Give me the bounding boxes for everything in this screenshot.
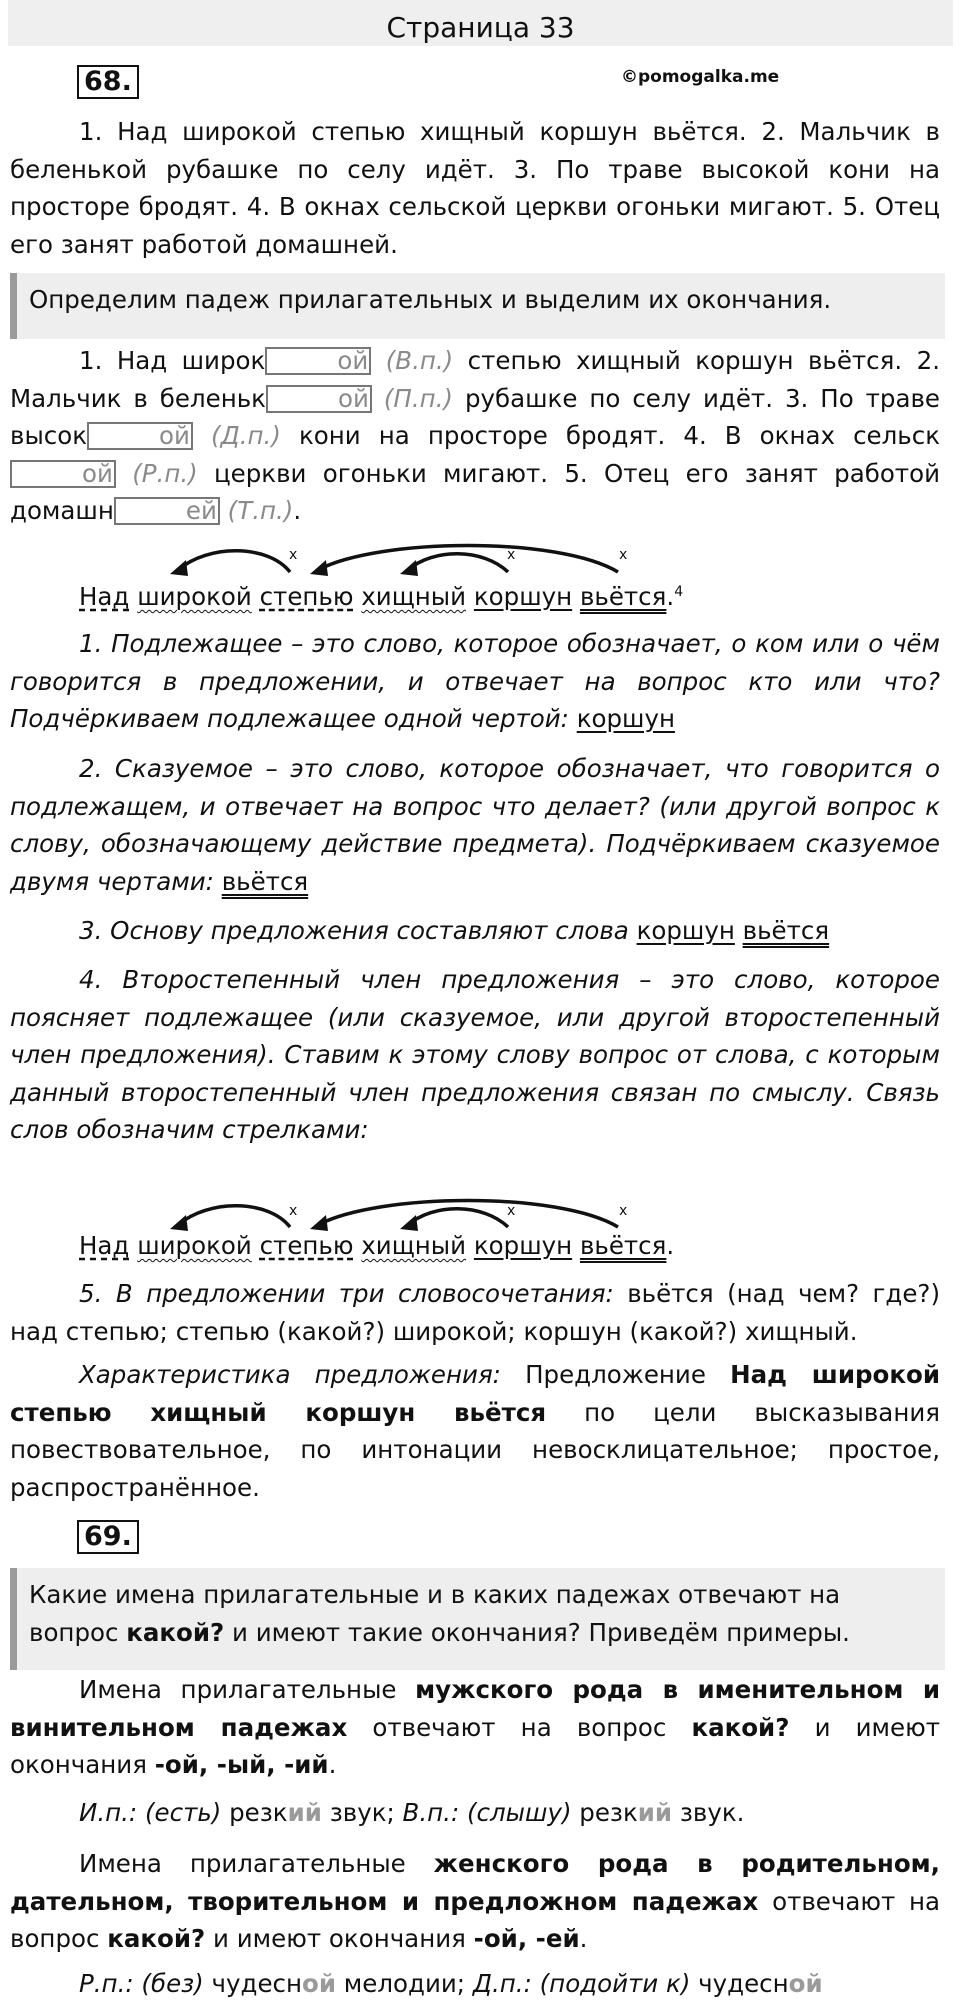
ending-box: ой xyxy=(266,385,372,413)
task-note-bold: какой? xyxy=(126,1617,225,1647)
answer-text: церкви огоньки мигают. 5. Отец его занят работой домашн xyxy=(10,458,940,525)
feminine-rule xyxy=(10,1845,940,1958)
rule-bold: какой? xyxy=(107,1924,206,1953)
task-note-text: и имеют такие окончания? Приведём примеры. xyxy=(224,1617,850,1647)
example-text: резк xyxy=(221,1798,288,1827)
subject-word: коршун xyxy=(473,582,573,611)
example-text: звук; xyxy=(321,1798,403,1827)
rule-text: отвечают на вопрос xyxy=(10,1886,940,1953)
exercise-68-text: 1. Над широкой степью хищный коршун вьётся. 2. Мальчик в беленькой рубашке по селу идёт. 3. По траве высокой кони на просторе бродят. 4. В окнах сельской церкви огоньки мигают. 5. Отец его занят работой домашней. xyxy=(10,117,940,259)
rule-bold: -ой, -ый, -ий xyxy=(154,1750,329,1779)
explanation-text: Предложение xyxy=(525,1360,731,1389)
task-note-68 xyxy=(10,273,945,339)
ending-highlight: ий xyxy=(287,1798,322,1827)
explanation-1 xyxy=(10,625,940,738)
case-label: (Р.п.) xyxy=(132,458,198,488)
sentence-characteristic xyxy=(10,1356,940,1506)
rule-text: . xyxy=(579,1924,588,1953)
task-note-69 xyxy=(10,1568,945,1670)
predicate-word: вьётся xyxy=(579,582,667,611)
rule-text: Имена прилагательные xyxy=(79,1675,416,1704)
parsed-word: широкой xyxy=(137,1231,252,1260)
ending-box: ой xyxy=(87,422,193,450)
parsed-word: степью xyxy=(259,582,354,611)
bold-sentence: Над широкой степью хищный коршун вьётся xyxy=(10,1360,940,1427)
case-prompt: Р.п.: (без) xyxy=(79,1969,204,1998)
example-text: чудесн xyxy=(203,1969,303,1998)
superscript: 4 xyxy=(674,583,684,600)
exercise-69-number: 69. xyxy=(77,1520,139,1554)
case-label: (Т.п.) xyxy=(227,496,294,525)
rule-text: и имеют окончания xyxy=(205,1924,474,1953)
case-prompt: В.п.: (слышу) xyxy=(402,1798,572,1827)
punct: . xyxy=(666,582,675,611)
explanation-text: вьётся (над чем? где?) над степью; степью (какой?) широкой; коршун (какой?) хищный. xyxy=(10,1279,940,1346)
case-label: (Д.п.) xyxy=(211,421,281,450)
explanation-lead: 5. В предложении три словосочетания: xyxy=(79,1279,628,1308)
explanation-lead: Характеристика предложения: xyxy=(79,1360,526,1389)
explanation-3 xyxy=(10,912,940,950)
explanation-text: по цели высказывания повествовательное, по интонации невосклицательное; простое, распространённое. xyxy=(10,1397,940,1502)
ending-highlight: ой xyxy=(788,1969,823,1998)
explanation-5 xyxy=(10,1275,940,1350)
task-note-text: Какие имена прилагательные и в каких падежах отвечают на вопрос xyxy=(29,1580,841,1647)
x-mark: x xyxy=(289,1203,298,1219)
rule-bold: женского рода в родительном, дательном, творительном и предложном падежах xyxy=(10,1849,940,1916)
parsed-word: степью xyxy=(259,1231,354,1260)
x-mark: x xyxy=(619,1203,628,1219)
case-label: (П.п.) xyxy=(383,383,453,413)
rule-bold: мужского рода в именительном и винительном падежах xyxy=(10,1675,940,1742)
parsed-word: широкой xyxy=(137,582,252,611)
rule-text: Имена прилагательные xyxy=(79,1849,434,1878)
case-prompt: И.п.: (есть) xyxy=(79,1798,222,1827)
x-mark: x xyxy=(619,547,628,563)
exercise-68-number: 68. xyxy=(77,65,139,99)
ending-box: ой xyxy=(265,347,371,375)
punct: . xyxy=(666,1231,675,1260)
explanation-text: 1. Подлежащее – это слово, которое обозначает, о ком или о чём говорится в предложении, и отвечает на вопрос кто или что? Подчёркиваем подлежащее одной чертой: xyxy=(10,629,940,733)
answer-text: кони на просторе бродят. 4. В окнах сельск xyxy=(280,421,940,450)
example-text: резк xyxy=(571,1798,638,1827)
subject-word: коршун xyxy=(636,916,735,945)
ending-highlight: ий xyxy=(637,1798,673,1827)
task-note-text: Определим падеж прилагательных и выделим их окончания. xyxy=(29,285,832,314)
case-label: (В.п.) xyxy=(385,346,454,375)
subject-word: коршун xyxy=(576,704,675,733)
case-prompt: Д.п.: (подойти к) xyxy=(472,1969,691,1998)
example-text: мелодии; xyxy=(336,1969,473,1998)
explanation-2 xyxy=(10,750,940,900)
example-text: чудесн xyxy=(690,1969,789,1998)
feminine-examples xyxy=(10,1965,940,2003)
rule-text: отвечают на вопрос xyxy=(347,1712,692,1742)
predicate-word: вьётся xyxy=(221,866,309,896)
parsed-sentence-2 xyxy=(79,1227,674,1265)
parsed-word: Над xyxy=(79,1231,130,1260)
ending-box: ой xyxy=(10,460,116,488)
ending-highlight: ой xyxy=(302,1969,337,1998)
x-mark: x xyxy=(507,547,516,563)
site-watermark: ©pomogalka.me xyxy=(621,67,780,87)
parsed-sentence-1 xyxy=(79,578,683,616)
subject-word: коршун xyxy=(473,1231,573,1260)
page-header xyxy=(8,0,953,46)
predicate-word: вьётся xyxy=(742,916,830,945)
ending-box: ей xyxy=(114,497,220,525)
explanation-text: 2. Сказуемое – это слово, которое обозначает, что говорится о подлежащем, и отвечает на вопрос что делает? (или другой вопрос к слову, обозначающему действие предмета). Подчёркиваем сказуемое двумя чертами: xyxy=(10,754,940,896)
parsed-word: Над xyxy=(79,582,130,611)
parsed-word: хищный xyxy=(361,1231,467,1260)
rule-bold: -ой, -ей xyxy=(473,1924,580,1953)
rule-text: и имеют окончания xyxy=(10,1712,940,1779)
masculine-examples xyxy=(10,1794,940,1832)
exercise-68-answer xyxy=(10,342,940,530)
x-mark: x xyxy=(289,547,298,563)
answer-text: 1. Над широк xyxy=(79,346,266,375)
explanation-4: 4. Второстепенный член предложения – это слово, которое поясняет подлежащее (или сказуемое, или другой второстепенный член предложения). Ставим к этому слову вопрос от слова, с которым данный второстепенный член предложения связан по смыслу. Связь слов обозначим стрелками: xyxy=(10,965,940,1144)
answer-text: рубашке по селу идёт. 3. По траве высок xyxy=(10,383,940,450)
explanation-text: 3. Основу предложения составляют слова xyxy=(79,916,637,945)
masculine-rule xyxy=(10,1671,940,1784)
answer-text: степью хищный коршун вьётся. 2. Мальчик в беленьк xyxy=(10,346,940,413)
predicate-word: вьётся xyxy=(579,1231,667,1260)
x-mark: x xyxy=(507,1203,516,1219)
rule-bold: какой? xyxy=(691,1712,790,1742)
example-text: звук. xyxy=(672,1798,745,1827)
parsed-word: хищный xyxy=(361,582,467,611)
page-title: Страница 33 xyxy=(386,11,575,44)
rule-text: . xyxy=(328,1750,337,1779)
answer-text: . xyxy=(293,496,302,525)
